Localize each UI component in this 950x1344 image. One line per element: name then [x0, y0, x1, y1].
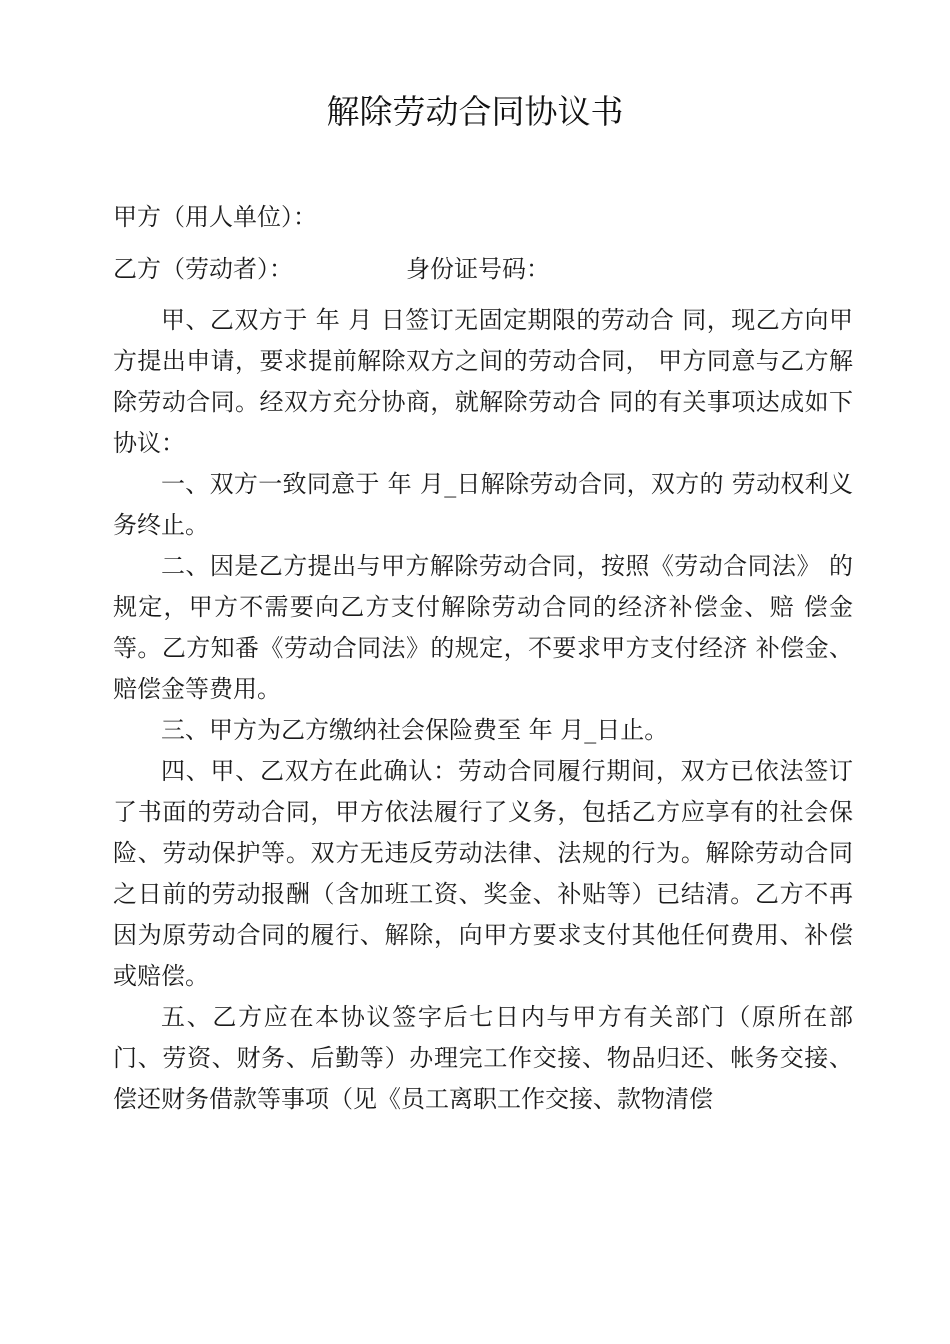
agreement-body [113, 300, 853, 1120]
intro-paragraph: 甲、乙双方于 年 月 日签订无固定期限的劳动合 同，现乙方向甲方提出申请，要求提前解除双方之间的劳动合同， 甲方同意与乙方解除劳动合同。经双方充分协商，就解除劳动合 同的有关事项达成如下协议： [113, 306, 853, 457]
clause-2-paragraph: 二、因是乙方提出与甲方解除劳动合同，按照《劳动合同法》 的规定，甲方不需要向乙方支付解除劳动合同的经济补偿金、赔 偿金等。乙方知番《劳动合同法》的规定，不要求甲方支付经济 补偿金、赔偿金等费用。 [113, 552, 853, 703]
id-number-label: 身份证号码： [406, 255, 550, 283]
party-b-label: 乙方（劳动者）： [113, 255, 293, 283]
party-a-line [113, 200, 853, 234]
clause-3-paragraph: 三、甲方为乙方缴纳社会保险费至 年 月_日止。 [161, 716, 669, 744]
clause-1-paragraph: 一、双方一致同意于 年 月_日解除劳动合同，双方的 劳动权利义务终止。 [113, 470, 853, 539]
clause-5-paragraph: 五、乙方应在本协议签字后七日内与甲方有关部门（原所在部门、劳资、财务、后勤等）办理完工作交接、物品归还、帐务交接、偿还财务借款等事项（见《员工离职工作交接、款物清偿 [113, 1003, 853, 1113]
party-a-label: 甲方（用人单位）： [113, 203, 317, 231]
document-title: 解除劳动合同协议书 [326, 92, 624, 131]
party-b-line [113, 252, 853, 286]
clause-4-paragraph: 四、甲、乙双方在此确认：劳动合同履行期间，双方已依法签订了书面的劳动合同，甲方依法履行了义务，包括乙方应享有的社会保险、劳动保护等。双方无违反劳动法律、法规的行为。解除劳动合同之日前的劳动报酬（含加班工资、奖金、补贴等）已结清。乙方不再因为原劳动合同的履行、解除，向甲方要求支付其他任何费用、补偿或赔偿。 [113, 757, 853, 990]
